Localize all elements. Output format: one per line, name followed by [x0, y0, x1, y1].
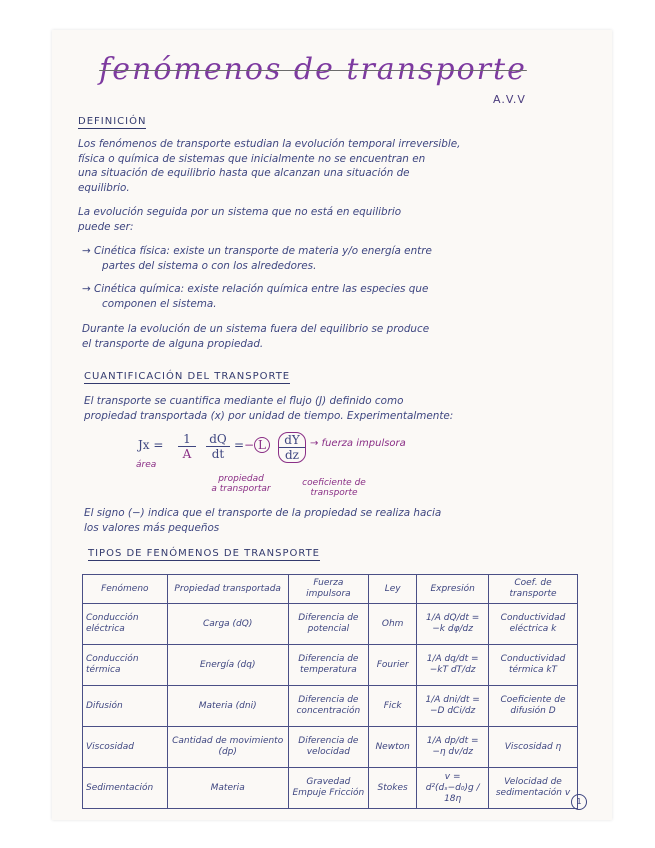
- bullet-cinetica-quimica: [82, 282, 578, 311]
- column-header: Coef. de transporte: [489, 575, 578, 604]
- annotation-area: área: [136, 460, 157, 470]
- text-line: Los fenómenos de transporte estudian la evolución temporal irreversible,: [78, 138, 461, 150]
- definicion-paragraph-1: [78, 137, 578, 195]
- table-row: Difusión Materia (dni) Diferencia de concentración Fick 1/A dni/dt = −D dCi/dz Coeficiente de difusión D: [83, 686, 578, 727]
- text-line: propiedad transportada (x) por unidad de tiempo. Experimentalmente:: [84, 409, 454, 422]
- table-row: Conducción eléctrica Carga (dQ) Diferencia de potencial Ohm 1/A dQ/dt = −k dφ/dz Conductividad eléctrica k: [83, 604, 578, 645]
- text-line: → Cinética física: existe un transporte de materia y/o energía entre: [82, 245, 432, 257]
- fuerza-impulsora-label: → fuerza impulsora: [310, 438, 406, 449]
- annotation-propiedad: propiedad a transportar: [211, 474, 271, 494]
- definicion-paragraph-2: [78, 205, 578, 234]
- formula-frac3: dY dz: [278, 432, 306, 463]
- transport-phenomena-table: [82, 574, 578, 809]
- cuantificacion-paragraph-1: [84, 394, 578, 423]
- text-line: Durante la evolución de un sistema fuera del equilibrio se produce: [82, 323, 430, 335]
- definicion-paragraph-3: [82, 322, 578, 351]
- bullet-cinetica-fisica: [82, 244, 578, 273]
- text-line: los valores más pequeños: [84, 521, 220, 534]
- formula-lhs: Jx =: [138, 438, 164, 452]
- table-row: Viscosidad Cantidad de movimiento (dp) Diferencia de velocidad Newton 1/A dp/dt = −η dv/dz Viscosidad η: [83, 727, 578, 768]
- column-header: Propiedad transportada: [167, 575, 288, 604]
- text-line: partes del sistema o con los alrededores.: [102, 259, 317, 272]
- formula-coef: L: [254, 437, 270, 453]
- text-line: equilibrio.: [78, 181, 130, 194]
- table-row: Conducción térmica Energía (dq) Diferencia de temperatura Fourier 1/A dq/dt = −kT dT/dz Conductividad térmica kT: [83, 645, 578, 686]
- text-line: puede ser:: [78, 220, 134, 233]
- page-title: fenómenos de transporte: [99, 52, 527, 87]
- annotation-coeficiente: coeficiente de transporte: [302, 478, 366, 498]
- formula-frac1: 1 A: [178, 432, 196, 461]
- text-line: El transporte se cuantifica mediante el flujo (J) definido como: [84, 395, 404, 407]
- section-heading-definicion: DEFINICIÓN: [78, 116, 147, 127]
- text-line: El signo (−) indica que el transporte de la propiedad se realiza hacia: [84, 507, 442, 519]
- table-header-row: [83, 575, 578, 604]
- text-line: → Cinética química: existe relación química entre las especies que: [82, 283, 429, 295]
- formula-minus-sign: −: [244, 438, 255, 452]
- column-header: Fenómeno: [83, 575, 168, 604]
- section-heading-tipos: TIPOS DE FENÓMENOS DE TRANSPORTE: [88, 548, 320, 559]
- text-line: el transporte de alguna propiedad.: [82, 337, 264, 350]
- column-header: Expresión: [417, 575, 489, 604]
- text-line: componen el sistema.: [102, 297, 217, 310]
- formula-frac2: dQ dt: [206, 432, 230, 461]
- text-line: una situación de equilibrio hasta que alcanzan una situación de: [78, 167, 410, 179]
- section-heading-cuantificacion: CUANTIFICACIÓN DEL TRANSPORTE: [84, 371, 291, 382]
- table-row: Sedimentación Materia Gravedad Empuje Fricción Stokes v = d²(dₛ−d₀)g / 18η Velocidad de sedimentación v: [83, 768, 578, 809]
- cuantificacion-paragraph-2: [84, 506, 578, 535]
- text-line: La evolución seguida por un sistema que no está en equilibrio: [78, 206, 402, 218]
- text-line: física o química de sistemas que inicialmente no se encuentran en: [78, 152, 426, 165]
- author-initials: A.V.V: [493, 93, 526, 106]
- column-header: Ley: [369, 575, 417, 604]
- column-header: Fuerza impulsora: [288, 575, 368, 604]
- page-number: 1: [571, 794, 587, 810]
